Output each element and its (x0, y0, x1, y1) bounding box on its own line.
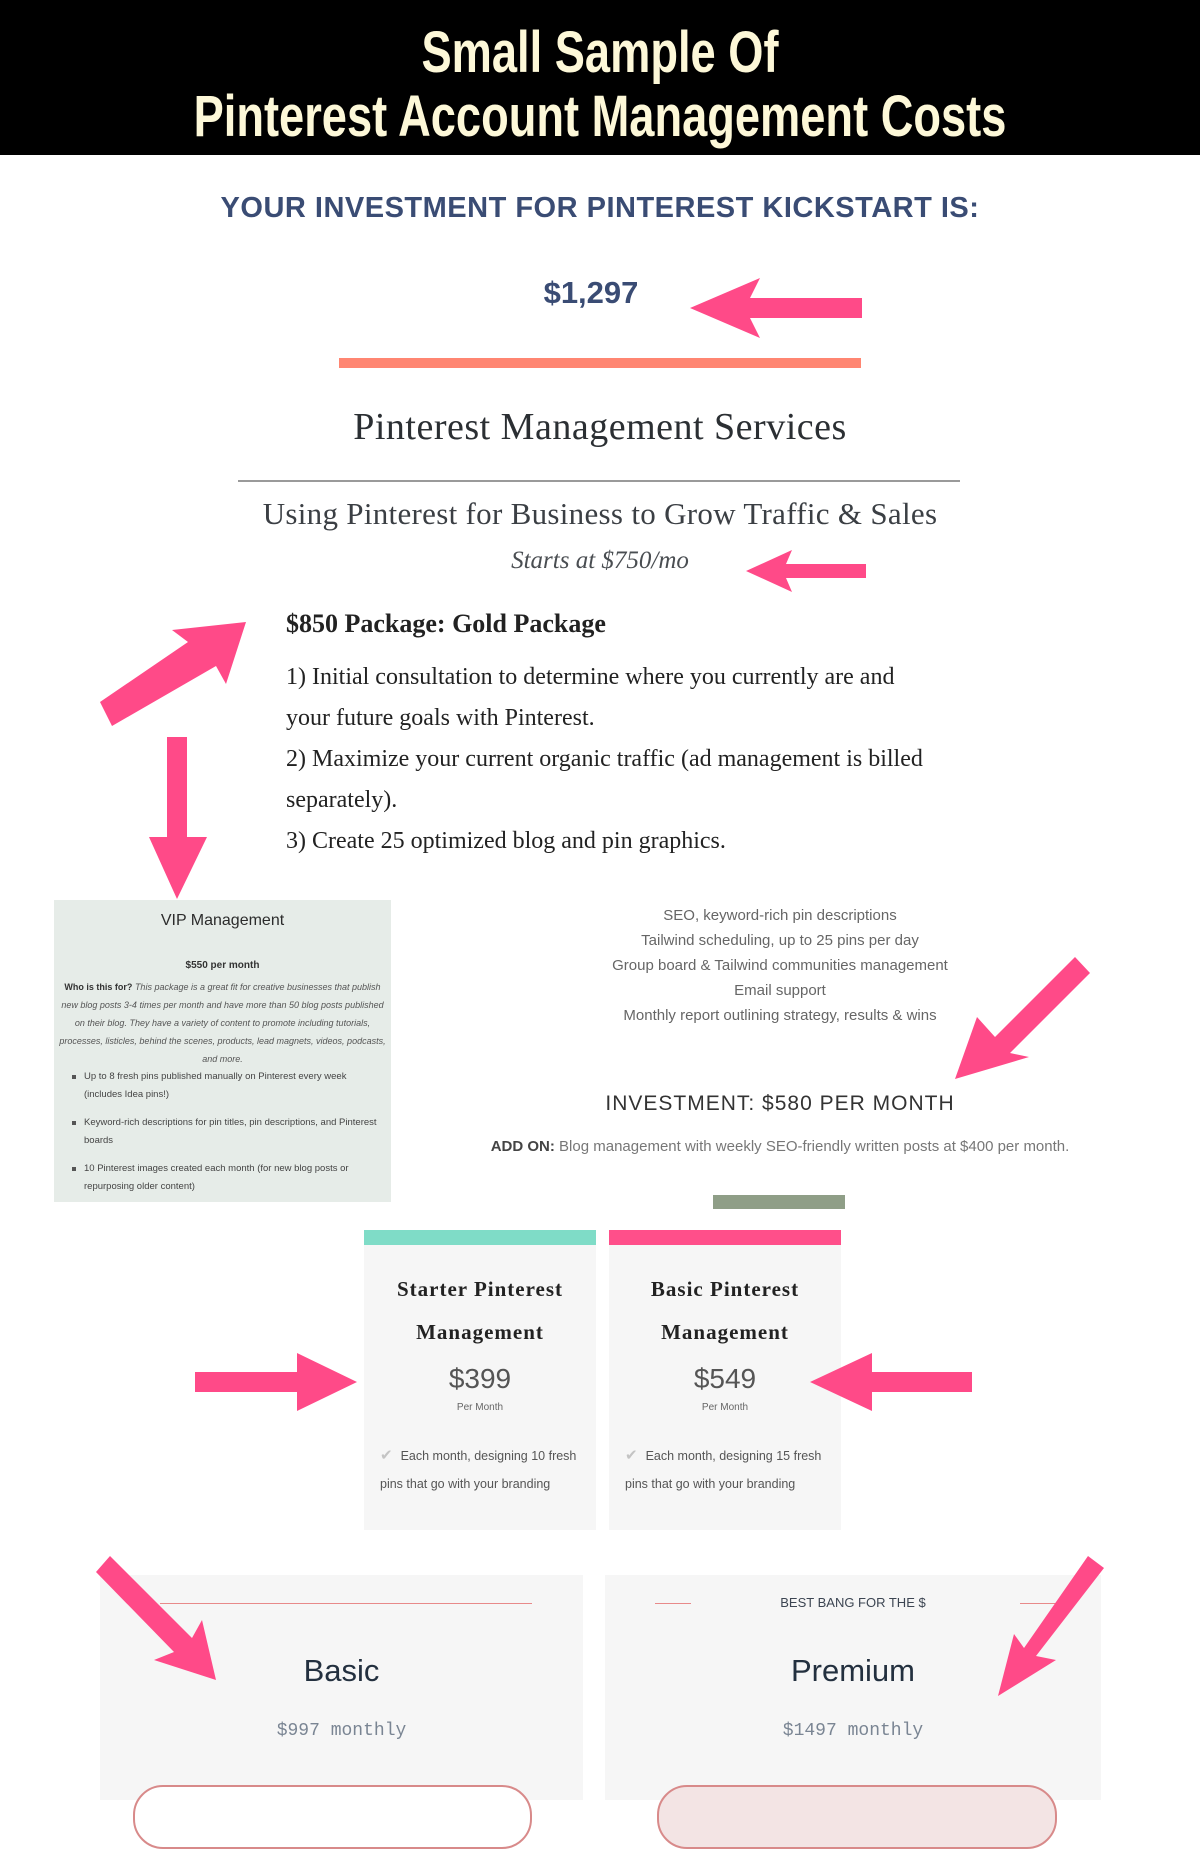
card-feature-text: Each month, designing 10 fresh pins that go with your branding (380, 1449, 577, 1491)
arrow-down-right-icon (96, 1556, 221, 1681)
addon-label: ADD ON: (490, 1138, 555, 1155)
card-feature-text: Each month, designing 15 fresh pins that go with your branding (625, 1449, 822, 1491)
services-starting-price: Starts at $750/mo (511, 547, 689, 574)
vip-bullet: Up to 8 fresh pins published manually on Pinterest every week (includes Idea pins!) (72, 1068, 382, 1104)
vip-management-card (54, 900, 391, 1202)
checkmark-icon: ✔ (625, 1447, 638, 1464)
feature-item: Group board & Tailwind communities management (612, 957, 948, 974)
vip-who-label: Who is this for? (64, 982, 133, 992)
premium-plan-button[interactable] (657, 1785, 1057, 1849)
plan-title: Basic (303, 1653, 380, 1688)
sage-button-bar[interactable] (713, 1195, 845, 1209)
arrow-up-right-icon (100, 620, 250, 720)
gold-package-line: 1) Initial consultation to determine where you currently are and (286, 664, 895, 690)
card-title-line: Basic Pinterest (650, 1277, 800, 1301)
gold-package-line: 2) Maximize your current organic traffic (ad management is billed (286, 746, 923, 772)
vip-bullet: Keyword-rich descriptions for pin titles, pin descriptions, and Pinterest boards (72, 1114, 382, 1150)
kickstart-price: $1,297 (543, 275, 639, 310)
card-price: $399 (448, 1363, 512, 1394)
card-period: Per Month (701, 1402, 749, 1413)
feature-item: SEO, keyword-rich pin descriptions (663, 907, 897, 924)
title-banner (0, 0, 1200, 155)
plan-price: $1497 monthly (782, 1721, 924, 1741)
arrow-left-icon (746, 550, 866, 592)
banner-title-line2: Pinterest Account Management Costs (193, 84, 1007, 149)
gold-package-list (286, 657, 1046, 862)
plan-title: Premium (790, 1653, 915, 1688)
vip-price: $550 per month (185, 960, 260, 971)
vip-title: VIP Management (160, 912, 285, 929)
card-title (364, 1268, 596, 1354)
services-divider (238, 480, 960, 482)
feature-item: Email support (734, 982, 826, 999)
gold-package-line: your future goals with Pinterest. (286, 705, 595, 731)
arrow-down-left-icon (998, 1556, 1108, 1696)
card-accent-bar (364, 1230, 596, 1245)
gold-package-line: separately). (286, 787, 398, 813)
basic-plan-button[interactable] (133, 1785, 532, 1849)
checkmark-icon: ✔ (380, 1447, 393, 1464)
basic-pricing-card (609, 1230, 841, 1530)
coral-divider (339, 358, 861, 368)
card-title (609, 1268, 841, 1354)
card-feature (625, 1442, 830, 1498)
addon-text: Blog management with weekly SEO-friendly written posts at $400 per month. (559, 1138, 1070, 1155)
arrow-down-left-icon (955, 957, 1085, 1082)
arrow-left-icon (810, 1353, 975, 1411)
card-title-line: Starter Pinterest (396, 1277, 564, 1301)
card-title-line: Management (661, 1320, 789, 1344)
kickstart-heading: YOUR INVESTMENT FOR PINTEREST KICKSTART IS: (220, 192, 980, 224)
card-feature (380, 1442, 585, 1498)
vip-who-text: This package is a great fit for creative businesses that publish new blog posts 3-4 times per month and have more than 50 blog posts published on their blog. They have a variety of content to promote including tutorials, processes, listicles, behind the scenes, products, lead magnets, videos, podcasts, and more. (59, 982, 386, 1064)
addon-note (430, 1138, 1130, 1155)
services-subtitle: Using Pinterest for Business to Grow Traffic & Sales (262, 496, 938, 531)
feature-item: Tailwind scheduling, up to 25 pins per day (641, 932, 919, 949)
plan-price: $997 monthly (276, 1721, 407, 1741)
gold-package-line: 3) Create 25 optimized blog and pin graphics. (286, 828, 726, 854)
vip-description (58, 978, 387, 1068)
arrow-right-icon (195, 1353, 360, 1411)
best-value-badge: BEST BANG FOR THE $ (780, 1595, 926, 1610)
starter-pricing-card (364, 1230, 596, 1530)
card-title-line: Management (416, 1320, 544, 1344)
card-period: Per Month (456, 1402, 504, 1413)
services-title: Pinterest Management Services (353, 406, 847, 448)
feature-item: Monthly report outlining strategy, results & wins (623, 1007, 937, 1024)
card-price: $549 (693, 1363, 757, 1394)
arrow-down-icon (155, 737, 215, 902)
vip-bullet: 10 Pinterest images created each month (for new blog posts or repurposing older content) (72, 1160, 382, 1196)
banner-title-line1: Small Sample Of (421, 20, 779, 85)
vip-bullet-list (72, 1068, 382, 1206)
investment-price: INVESTMENT: $580 PER MONTH (605, 1092, 955, 1115)
card-accent-bar (609, 1230, 841, 1245)
arrow-left-icon (690, 278, 865, 338)
gold-package-title: $850 Package: Gold Package (286, 609, 606, 638)
